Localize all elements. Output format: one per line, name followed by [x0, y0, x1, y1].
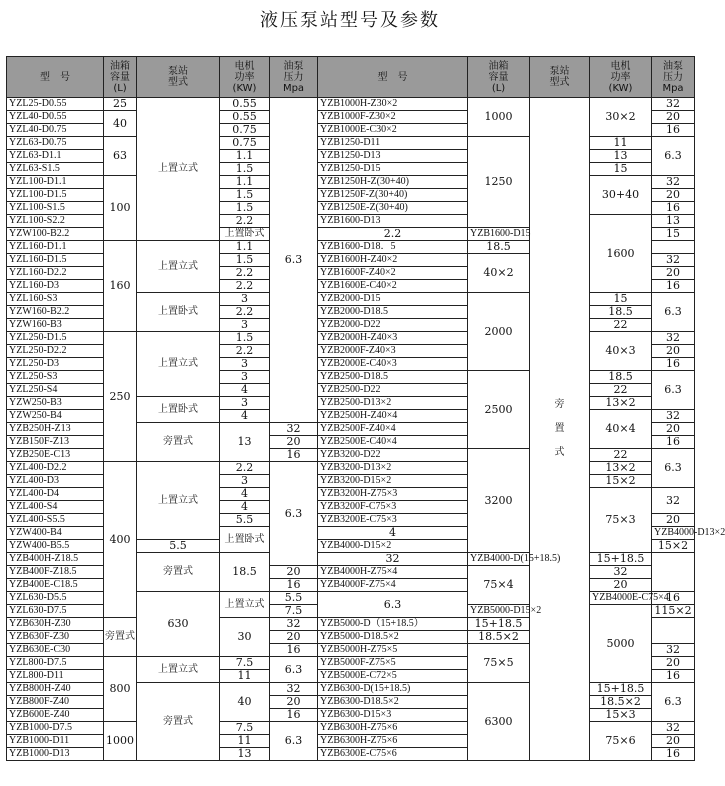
right-power-cell: 15×2 — [652, 540, 695, 553]
left-model-cell: YZL160-D2.2 — [7, 267, 104, 280]
left-power-cell: 2.2 — [220, 462, 270, 475]
page-title: 液压泵站型号及参数 — [260, 10, 440, 31]
right-model-cell: YZB1600-D15 — [468, 228, 530, 241]
right-model-cell: YZB2500E-C40×4 — [318, 436, 468, 449]
left-model-cell: YZL800-D11 — [7, 670, 104, 683]
left-model-cell: YZW250-B4 — [7, 410, 104, 423]
right-power-cell: 75×3 — [590, 488, 652, 553]
right-model-cell: YZB2500-D22 — [318, 384, 468, 397]
right-pressure-cell: 32 — [590, 566, 652, 579]
right-pressure-cell: 20 — [652, 423, 695, 436]
right-model-cell: YZB1000H-Z30×2 — [318, 98, 468, 111]
left-model-cell: YZL630-D7.5 — [7, 605, 104, 618]
left-power-cell: 1.1 — [220, 150, 270, 163]
left-station-cell: 旁置式 — [104, 618, 137, 657]
right-power-cell: 75×6 — [590, 722, 652, 761]
left-power-cell: 1.1 — [220, 241, 270, 254]
right-model-cell: YZB1000F-Z30×2 — [318, 111, 468, 124]
left-power-cell: 11 — [220, 735, 270, 748]
right-pressure-cell: 16 — [652, 358, 695, 371]
right-pressure-cell: 32 — [652, 644, 695, 657]
left-station-cell: 上置立式 — [220, 592, 270, 618]
left-model-cell: YZB800H-Z40 — [7, 683, 104, 696]
left-model-cell: YZL100-S1.5 — [7, 202, 104, 215]
left-power-cell: 7.5 — [220, 657, 270, 670]
table-row — [7, 462, 695, 475]
left-model-cell: YZL250-S4 — [7, 384, 104, 397]
right-model-cell: YZB1600-D18．5 — [318, 241, 468, 254]
right-station-cell: 旁 置 式 — [530, 98, 590, 761]
left-model-cell: YZL800-D7.5 — [7, 657, 104, 670]
left-model-cell: YZW160-B2.2 — [7, 306, 104, 319]
left-tank-cell: 25 — [104, 98, 137, 111]
right-power-cell: 40×4 — [590, 410, 652, 449]
right-pressure-cell: 16 — [652, 202, 695, 215]
left-model-cell: YZL63-D0.75 — [7, 137, 104, 150]
right-model-cell: YZB6300-D18.5×2 — [318, 696, 468, 709]
right-model-cell: YZB1600E-C40×2 — [318, 280, 468, 293]
right-power-cell: 15+18.5 — [590, 683, 652, 696]
left-model-cell: YZL400-S5.5 — [7, 514, 104, 527]
left-model-cell: YZB630F-Z30 — [7, 631, 104, 644]
left-model-cell: YZL250-D3 — [7, 358, 104, 371]
right-pressure-cell: 16 — [652, 280, 695, 293]
right-pressure-cell: 20 — [652, 657, 695, 670]
left-model-cell: YZL400-D3 — [7, 475, 104, 488]
right-model-cell: YZB6300E-C75×6 — [318, 748, 468, 761]
left-model-cell: YZL160-D1.5 — [7, 254, 104, 267]
left-tank-cell: 100 — [104, 176, 137, 241]
left-power-cell: 5.5 — [137, 540, 220, 553]
left-power-cell: 40 — [220, 683, 270, 722]
left-station-cell: 旁置式 — [137, 553, 220, 592]
left-power-cell: 2.2 — [318, 228, 468, 241]
left-model-cell: YZL63-D1.1 — [7, 150, 104, 163]
table-row — [7, 722, 695, 735]
left-model-cell: YZB150F-Z13 — [7, 436, 104, 449]
right-model-cell: YZB1250E-Z(30+40) — [318, 202, 468, 215]
right-model-cell: YZB3200F-C75×3 — [318, 501, 468, 514]
left-model-cell: YZL400-D4 — [7, 488, 104, 501]
left-model-cell: YZB630H-Z30 — [7, 618, 104, 631]
right-model-cell: YZB4000-D15×2 — [318, 540, 468, 553]
left-model-cell: YZB250H-Z13 — [7, 423, 104, 436]
left-power-cell: 0.75 — [220, 124, 270, 137]
left-power-cell: 4 — [220, 501, 270, 514]
left-power-cell: 2.2 — [220, 306, 270, 319]
header-power-right: 电机 功率 (KW) — [590, 57, 652, 98]
right-model-cell: YZB5000H-Z75×5 — [318, 644, 468, 657]
left-tank-cell: 800 — [104, 657, 137, 722]
left-model-cell: YZL250-D1.5 — [7, 332, 104, 345]
right-tank-cell: 5000 — [590, 605, 652, 683]
right-model-cell: YZB2000-D22 — [318, 319, 468, 332]
right-tank-cell: 2500 — [468, 371, 530, 449]
right-power-cell: 75×4 — [468, 566, 530, 605]
right-tank-cell: 1250 — [468, 137, 530, 228]
left-tank-cell: 400 — [104, 462, 137, 618]
header-model-right: 型 号 — [318, 57, 468, 98]
right-model-cell: YZB2000-D15 — [318, 293, 468, 306]
left-station-cell: 上置立式 — [137, 462, 220, 540]
right-model-cell: YZB1250-D15 — [318, 163, 468, 176]
left-pressure-cell: 32 — [270, 683, 318, 696]
left-tank-cell: 1000 — [104, 722, 137, 761]
table-row — [7, 176, 695, 189]
right-power-cell: 15 — [652, 228, 695, 241]
left-power-cell: 3 — [220, 319, 270, 332]
right-power-cell: 22 — [590, 384, 652, 397]
left-model-cell: YZB400E-C18.5 — [7, 579, 104, 592]
right-pressure-cell: 16 — [652, 436, 695, 449]
right-power-cell: 15×3 — [590, 709, 652, 722]
right-pressure-cell: 20 — [652, 267, 695, 280]
left-pressure-cell: 20 — [270, 436, 318, 449]
right-model-cell: YZB3200-D15×2 — [318, 475, 468, 488]
left-model-cell: YZB630E-C30 — [7, 644, 104, 657]
right-model-cell: YZB1600F-Z40×2 — [318, 267, 468, 280]
right-model-cell: YZB6300-D(15+18.5) — [318, 683, 468, 696]
right-power-cell: 30+40 — [590, 176, 652, 215]
left-model-cell: YZL160-D1.1 — [7, 241, 104, 254]
header-model-left: 型 号 — [7, 57, 104, 98]
left-power-cell: 1.5 — [220, 332, 270, 345]
left-model-cell: YZL40-D0.55 — [7, 111, 104, 124]
right-pressure-cell: 6.3 — [652, 371, 695, 410]
left-pressure-cell: 32 — [270, 618, 318, 631]
left-power-cell: 1.5 — [220, 202, 270, 215]
left-power-cell: 4 — [220, 410, 270, 423]
left-tank-cell: 63 — [104, 137, 137, 176]
left-model-cell: YZB1000-D13 — [7, 748, 104, 761]
right-power-cell: 13 — [590, 150, 652, 163]
right-model-cell: YZB5000E-C72×5 — [318, 670, 468, 683]
right-power-cell: 15 — [590, 293, 652, 306]
left-model-cell: YZL630-D5.5 — [7, 592, 104, 605]
left-station-cell: 上置卧式 — [220, 527, 270, 553]
left-model-cell: YZL100-D1.1 — [7, 176, 104, 189]
left-power-cell: 4 — [220, 488, 270, 501]
left-model-cell: YZL400-S4 — [7, 501, 104, 514]
right-tank-cell: 3200 — [468, 449, 530, 553]
left-power-cell: 3 — [220, 371, 270, 384]
left-pressure-cell: 20 — [270, 566, 318, 579]
left-power-cell: 2.2 — [220, 215, 270, 228]
right-power-cell: 13×2 — [590, 397, 652, 410]
right-power-cell: 15+18.5 — [590, 553, 652, 566]
right-model-cell: YZB1000E-C30×2 — [318, 124, 468, 137]
left-pressure-cell: 16 — [270, 449, 318, 462]
right-pressure-cell: 32 — [652, 254, 695, 267]
right-model-cell: YZB1600H-Z40×2 — [318, 254, 468, 267]
right-model-cell: YZB2500-D13×2 — [318, 397, 468, 410]
left-model-cell: YZB600E-Z40 — [7, 709, 104, 722]
header-pressure-left: 油泵 压力 Mpa — [270, 57, 318, 98]
table-body — [7, 97, 725, 761]
header-tank-left: 油箱 容量 (L) — [104, 57, 137, 98]
right-model-cell: YZB2500F-Z40×4 — [318, 423, 468, 436]
right-power-cell: 15×2 — [590, 475, 652, 488]
right-power-cell: 18.5 — [468, 241, 530, 254]
left-model-cell: YZL250-S3 — [7, 371, 104, 384]
left-power-cell: 18.5 — [220, 553, 270, 592]
right-model-cell: YZB4000F-Z75×4 — [318, 579, 468, 592]
header-power-left: 电机 功率 (KW) — [220, 57, 270, 98]
right-tank-cell: 6300 — [468, 683, 530, 761]
left-model-cell: YZL63-S1.5 — [7, 163, 104, 176]
left-model-cell: YZL160-S3 — [7, 293, 104, 306]
right-pressure-cell: 6.3 — [652, 293, 695, 332]
header-row — [7, 57, 695, 98]
left-model-cell: YZL100-S2.2 — [7, 215, 104, 228]
right-tank-cell: 1000 — [468, 98, 530, 137]
spec-table-wrapper — [6, 56, 725, 782]
right-pressure-cell: 32 — [652, 722, 695, 735]
left-station-cell: 上置立式 — [137, 332, 220, 397]
left-station-cell: 旁置式 — [137, 683, 220, 761]
right-model-cell: YZB4000-D(15+18.5) — [468, 553, 530, 566]
left-pressure-cell: 16 — [270, 709, 318, 722]
left-model-cell: YZB400H-Z18.5 — [7, 553, 104, 566]
left-pressure-cell: 6.3 — [270, 722, 318, 761]
left-power-cell: 7.5 — [270, 605, 318, 618]
left-model-cell: YZL160-D3 — [7, 280, 104, 293]
left-pressure-cell: 32 — [270, 423, 318, 436]
left-model-cell: YZB400F-Z18.5 — [7, 566, 104, 579]
right-model-cell: YZB1250H-Z(30+40) — [318, 176, 468, 189]
left-power-cell: 0.55 — [220, 111, 270, 124]
pump-station-spec-table — [6, 56, 725, 761]
left-power-cell: 4 — [220, 384, 270, 397]
right-model-cell: YZB3200-D22 — [318, 449, 468, 462]
right-model-cell: YZB6300H-Z75×6 — [318, 735, 468, 748]
right-model-cell: YZB6300H-Z75×6 — [318, 722, 468, 735]
left-power-cell: 3 — [220, 358, 270, 371]
header-pressure-right: 油泵 压力 Mpa — [652, 57, 695, 98]
right-power-cell: 18.5×2 — [468, 631, 530, 644]
right-power-cell: 40×3 — [590, 332, 652, 371]
left-power-cell: 5.5 — [220, 514, 270, 527]
left-pressure-cell: 16 — [270, 579, 318, 592]
right-model-cell: YZB5000-D18.5×2 — [318, 631, 468, 644]
left-power-cell: 4 — [318, 527, 468, 540]
left-tank-cell: 630 — [137, 592, 220, 657]
right-pressure-cell: 20 — [652, 735, 695, 748]
right-tank-cell: 1600 — [590, 215, 652, 293]
left-tank-cell: 250 — [104, 332, 137, 462]
left-model-cell: YZW160-B3 — [7, 319, 104, 332]
right-power-cell: 75×5 — [468, 644, 530, 683]
table-row — [7, 137, 695, 150]
left-station-cell: 上置立式 — [137, 241, 220, 293]
header-station-right: 泵站 型式 — [530, 57, 590, 98]
table-row — [7, 98, 695, 111]
left-model-cell: YZW400-B5.5 — [7, 540, 104, 553]
left-power-cell: 1.5 — [220, 189, 270, 202]
right-pressure-cell: 20 — [652, 514, 695, 527]
right-model-cell: YZB5000F-Z75×5 — [318, 657, 468, 670]
right-model-cell: YZB4000E-C75×4 — [590, 592, 652, 605]
left-power-cell: 2.2 — [220, 345, 270, 358]
left-station-cell: 上置立式 — [137, 98, 220, 241]
left-power-cell: 0.75 — [220, 137, 270, 150]
right-model-cell: YZB4000H-Z75×4 — [318, 566, 468, 579]
right-power-cell: 15+18.5 — [468, 618, 530, 631]
right-pressure-cell: 6.3 — [652, 683, 695, 722]
right-model-cell: YZB2000F-Z40×3 — [318, 345, 468, 358]
left-model-cell: YZW100-B2.2 — [7, 228, 104, 241]
right-power-cell: 13×2 — [590, 462, 652, 475]
left-power-cell: 1.1 — [220, 176, 270, 189]
left-model-cell: YZL25-D0.55 — [7, 98, 104, 111]
right-pressure-cell: 16 — [652, 124, 695, 137]
right-model-cell: YZB1250-D11 — [318, 137, 468, 150]
left-model-cell: YZL250-D2.2 — [7, 345, 104, 358]
left-power-cell: 3 — [220, 397, 270, 410]
right-model-cell: YZB4000-D13×2 — [652, 527, 695, 540]
right-pressure-cell: 16 — [652, 592, 695, 605]
left-model-cell: YZW400-B4 — [7, 527, 104, 540]
left-model-cell: YZL40-D0.75 — [7, 124, 104, 137]
right-power-cell: 115×2 — [652, 605, 695, 618]
left-model-cell: YZB800F-Z40 — [7, 696, 104, 709]
left-pressure-cell: 32 — [318, 553, 468, 566]
left-pressure-cell: 6.3 — [318, 592, 468, 618]
right-pressure-cell: 32 — [652, 410, 695, 423]
right-power-cell: 40×2 — [468, 254, 530, 293]
left-power-cell: 30 — [220, 618, 270, 657]
left-power-cell: 3 — [220, 475, 270, 488]
right-power-cell: 22 — [590, 319, 652, 332]
header-tank-right: 油箱 容量 (L) — [468, 57, 530, 98]
right-pressure-cell: 32 — [652, 332, 695, 345]
right-tank-cell: 2000 — [468, 293, 530, 371]
left-power-cell: 0.55 — [220, 98, 270, 111]
right-model-cell: YZB3200E-C75×3 — [318, 514, 468, 527]
left-power-cell: 13 — [220, 423, 270, 462]
right-pressure-cell: 20 — [652, 111, 695, 124]
left-station-cell: 上置卧式 — [137, 293, 220, 332]
right-pressure-cell: 16 — [652, 748, 695, 761]
left-model-cell: YZL400-D2.2 — [7, 462, 104, 475]
left-model-cell: YZW250-B3 — [7, 397, 104, 410]
left-pressure-cell: 20 — [270, 631, 318, 644]
left-power-cell: 2.2 — [220, 267, 270, 280]
right-pressure-cell: 6.3 — [652, 137, 695, 176]
right-power-cell: 22 — [590, 449, 652, 462]
right-model-cell: YZB1250-D13 — [318, 150, 468, 163]
right-power-cell: 11 — [590, 137, 652, 150]
left-power-cell: 11 — [220, 670, 270, 683]
right-pressure-cell: 20 — [590, 579, 652, 592]
left-power-cell: 5.5 — [270, 592, 318, 605]
table-row — [7, 332, 695, 345]
right-power-cell: 13 — [652, 215, 695, 228]
left-power-cell: 1.5 — [220, 254, 270, 267]
right-model-cell: YZB2000H-Z40×3 — [318, 332, 468, 345]
right-model-cell: YZB5000-D（15+18.5） — [318, 618, 468, 631]
right-model-cell: YZB1250F-Z(30+40) — [318, 189, 468, 202]
right-pressure-cell: 6.3 — [652, 449, 695, 488]
left-power-cell: 7.5 — [220, 722, 270, 735]
left-pressure-cell: 6.3 — [270, 462, 318, 566]
left-pressure-cell: 6.3 — [270, 657, 318, 683]
left-power-cell: 3 — [220, 293, 270, 306]
right-pressure-cell: 20 — [652, 189, 695, 202]
left-pressure-cell: 20 — [270, 696, 318, 709]
left-power-cell: 13 — [220, 748, 270, 761]
right-power-cell: 15 — [590, 163, 652, 176]
right-model-cell: YZB1600-D13 — [318, 215, 468, 228]
left-pressure-cell: 16 — [270, 644, 318, 657]
left-model-cell: YZL100-D1.5 — [7, 189, 104, 202]
left-station-cell: 上置卧式 — [220, 228, 270, 241]
right-model-cell: YZB2500-D18.5 — [318, 371, 468, 384]
right-pressure-cell: 20 — [652, 345, 695, 358]
right-power-cell: 18.5 — [590, 371, 652, 384]
right-pressure-cell: 32 — [652, 176, 695, 189]
left-station-cell: 上置立式 — [137, 657, 220, 683]
right-model-cell: YZB2000E-C40×3 — [318, 358, 468, 371]
right-power-cell: 18.5×2 — [590, 696, 652, 709]
left-station-cell: 上置卧式 — [137, 397, 220, 423]
right-model-cell: YZB2500H-Z40×4 — [318, 410, 468, 423]
left-power-cell: 1.5 — [220, 163, 270, 176]
left-model-cell: YZB250E-C13 — [7, 449, 104, 462]
left-power-cell: 2.2 — [220, 280, 270, 293]
right-pressure-cell: 32 — [652, 488, 695, 514]
left-pressure-cell: 6.3 — [270, 98, 318, 423]
left-tank-cell: 160 — [104, 241, 137, 332]
right-pressure-cell: 16 — [652, 670, 695, 683]
left-station-cell: 旁置式 — [137, 423, 220, 462]
left-tank-cell: 40 — [104, 111, 137, 137]
right-power-cell: 18.5 — [590, 306, 652, 319]
right-model-cell: YZB6300-D15×3 — [318, 709, 468, 722]
left-model-cell: YZB1000-D7.5 — [7, 722, 104, 735]
left-model-cell: YZB1000-D11 — [7, 735, 104, 748]
right-model-cell: YZB5000-D15×2 — [468, 605, 530, 618]
right-pressure-cell: 32 — [652, 98, 695, 111]
right-model-cell: YZB3200H-Z75×3 — [318, 488, 468, 501]
right-power-cell: 30×2 — [590, 98, 652, 137]
header-station-left: 泵站 型式 — [137, 57, 220, 98]
right-model-cell: YZB2000-D18.5 — [318, 306, 468, 319]
right-model-cell: YZB3200-D13×2 — [318, 462, 468, 475]
